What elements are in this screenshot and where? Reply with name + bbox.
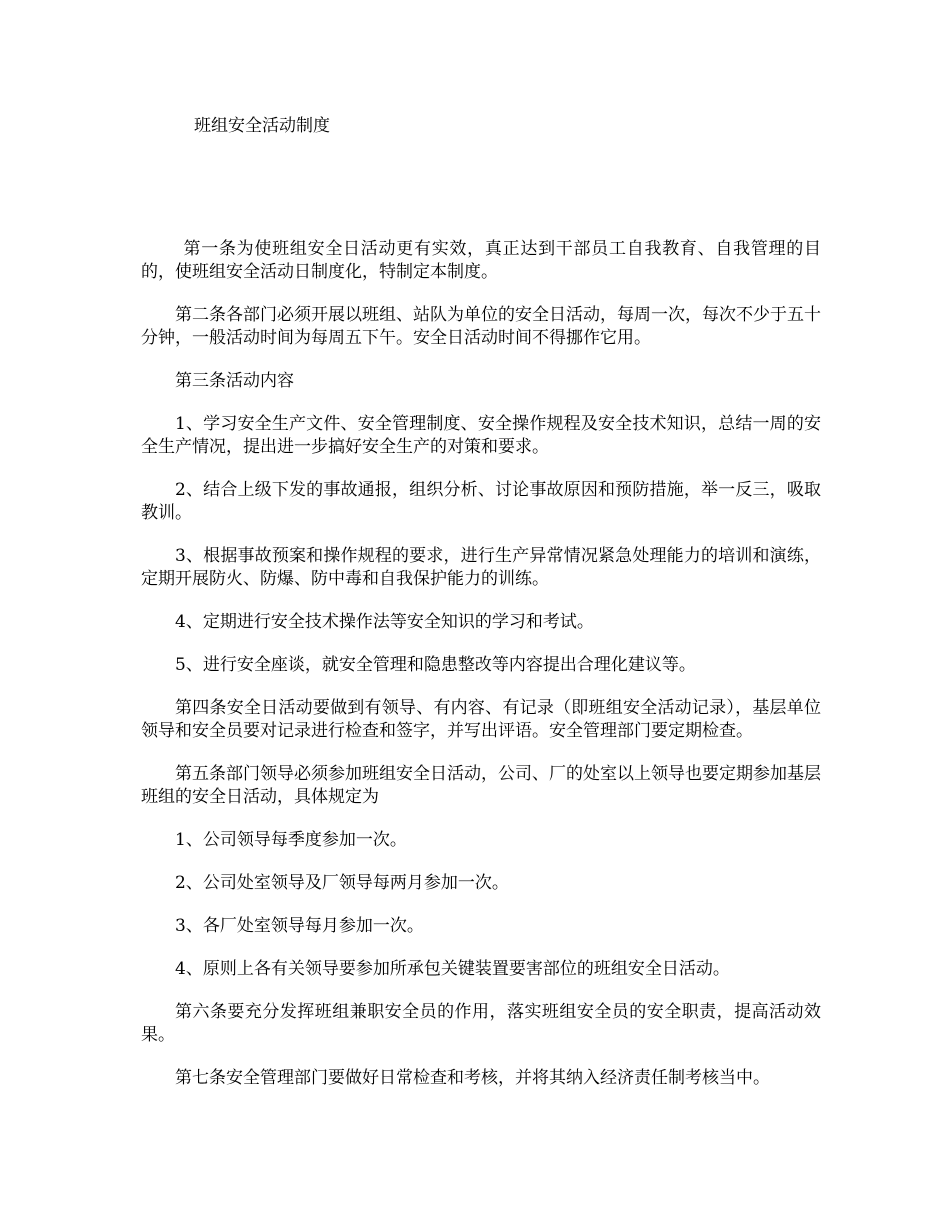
paragraph-article-3-item-1: 1、学习安全生产文件、安全管理制度、安全操作规程及安全技术知识，总结一周的安全生产情况，提出进一步搞好安全生产的对策和要求。 (141, 414, 821, 457)
paragraph-article-3-item-3: 3、根据事故预案和操作规程的要求，进行生产异常情况紧急处理能力的培训和演练，定期开展防火、防爆、防中毒和自我保护能力的训练。 (141, 546, 821, 589)
paragraph-article-7: 第七条安全管理部门要做好日常检查和考核，并将其纳入经济责任制考核当中。 (175, 1068, 770, 1088)
document-title: 班组安全活动制度 (194, 116, 330, 136)
paragraph-article-3-heading: 第三条活动内容 (175, 371, 294, 391)
paragraph-article-3-item-5: 5、进行安全座谈，就安全管理和隐患整改等内容提出合理化建议等。 (175, 655, 696, 675)
paragraph-article-3-item-4: 4、定期进行安全技术操作法等安全知识的学习和考试。 (175, 612, 594, 632)
paragraph-article-5-item-1: 1、公司领导每季度参加一次。 (175, 830, 407, 850)
paragraph-article-2: 第二条各部门必须开展以班组、站队为单位的安全日活动，每周一次，每次不少于五十分钟，一般活动时间为每周五下午。安全日活动时间不得挪作它用。 (141, 305, 821, 348)
paragraph-article-4: 第四条安全日活动要做到有领导、有内容、有记录（即班组安全活动记录），基层单位领导和安全员要对记录进行检查和签字，并写出评语。安全管理部门要定期检查。 (141, 698, 821, 741)
document-body (141, 238, 821, 1110)
paragraph-article-5-item-3: 3、各厂处室领导每月参加一次。 (175, 916, 424, 936)
paragraph-article-6: 第六条要充分发挥班组兼职安全员的作用，落实班组安全员的安全职责，提高活动效果。 (141, 1002, 821, 1045)
paragraph-article-1: 第一条为使班组安全日活动更有实效，真正达到干部员工自我教育、自我管理的目的，使班组安全活动日制度化，特制定本制度。 (141, 239, 821, 282)
paragraph-article-3-item-2: 2、结合上级下发的事故通报，组织分析、讨论事故原因和预防措施，举一反三，吸取教训。 (141, 480, 821, 523)
paragraph-article-5-item-4: 4、原则上各有关领导要参加所承包关键装置要害部位的班组安全日活动。 (175, 959, 730, 979)
paragraph-article-5-item-2: 2、公司处室领导及厂领导每两月参加一次。 (175, 873, 509, 893)
paragraph-article-5: 第五条部门领导必须参加班组安全日活动，公司、厂的处室以上领导也要定期参加基层班组的安全日活动，具体规定为 (141, 764, 821, 807)
